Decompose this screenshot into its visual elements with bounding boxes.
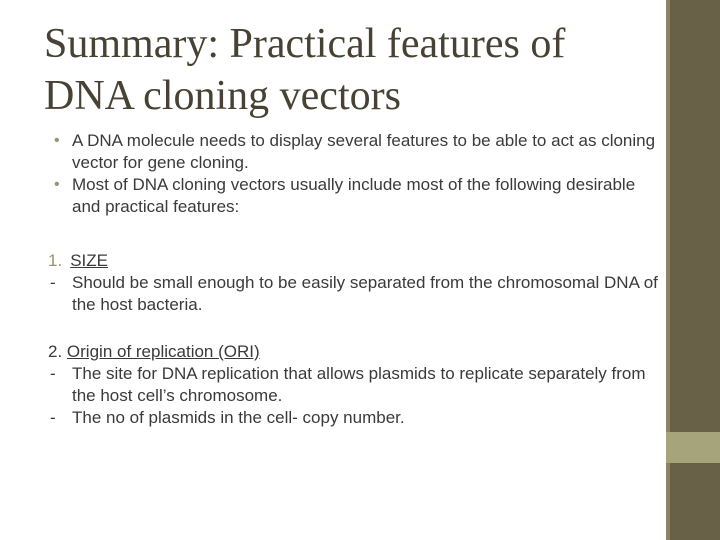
bullet-text: A DNA molecule needs to display several features to be able to act as cloning vector for gene cloning. (72, 131, 656, 172)
bullet-icon: • (54, 132, 60, 149)
bullet-icon: • (54, 176, 60, 193)
bullet-item (48, 174, 658, 218)
bullet-text: Most of DNA cloning vectors usually include most of the following desirable and practical features: (72, 175, 636, 216)
section-number: 2. (48, 342, 63, 361)
section-item (48, 272, 658, 316)
dash-icon: - (50, 408, 56, 427)
section-item (48, 407, 658, 429)
bullet-item (48, 130, 658, 174)
section-item-text: The no of plasmids in the cell- copy number. (72, 408, 405, 427)
section-number: 1. (48, 251, 63, 270)
title-line-2: DNA cloning vectors (44, 73, 401, 119)
section-heading-ori (48, 341, 658, 363)
section-item (48, 363, 658, 407)
dash-icon: - (50, 273, 56, 292)
slide-title (44, 18, 654, 122)
section-item-text: The site for DNA replication that allows plasmids to replicate separately from the host cell’s chromosome. (72, 364, 646, 405)
sidebar-accent-block (666, 432, 720, 463)
section-title: SIZE (70, 251, 108, 270)
section-heading-size (48, 250, 658, 272)
slide-body (48, 130, 658, 429)
section-item-text: Should be small enough to be easily separated from the chromosomal DNA of the host bacteria. (72, 273, 658, 314)
dash-icon: - (50, 364, 56, 383)
title-line-1: Summary: Practical features of (44, 21, 566, 67)
section-title: Origin of replication (ORI) (66, 342, 260, 361)
